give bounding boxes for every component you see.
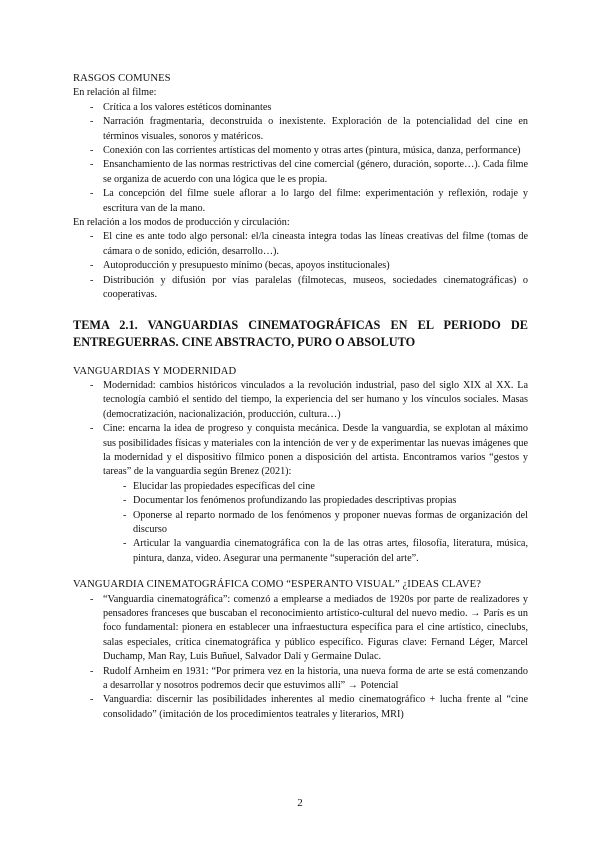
page-content xyxy=(73,72,528,722)
list-item xyxy=(73,422,528,566)
list-item: - Modernidad: cambios históricos vinculados a la revolución industrial, paso del siglo XIX al XX. La tecnología cambió el sentido del tiempo, la experiencia del ser humano y los vínculos sociales. Masas (democratización, nacionalización, producción, cultura…) xyxy=(73,379,528,422)
sublist-gestos-tareas xyxy=(103,480,528,566)
list-item: - Conexión con las corrientes artísticas del momento y otras artes (pintura, música, danza, performance) xyxy=(73,144,528,158)
list-modernidad xyxy=(73,379,528,566)
group-label-filme: En relación al filme: xyxy=(73,87,157,99)
list-item: - Distribución y difusión por vías paralelas (filmotecas, museos, sociedades cinematográficas) o cooperativas. xyxy=(73,274,528,303)
sublist-item: - Elucidar las propiedades específicas del cine xyxy=(103,480,528,494)
sublist-item: - Oponerse al reparto normado de los fenómenos y proponer nuevas formas de organización del discurso xyxy=(103,509,528,538)
list-item: - Rudolf Arnheim en 1931: “Por primera vez en la historia, una nueva forma de arte se está comenzando a desarrollar y nosotros podremos decir que estuvimos allí” → Potencial xyxy=(73,665,528,694)
list-item: - Narración fragmentaria, deconstruida o inexistente. Exploración de la potencialidad del cine en términos visuales, sonoros y matéricos. xyxy=(73,115,528,144)
list-ideas-clave xyxy=(73,593,528,723)
list-item: - El cine es ante todo algo personal: el/la cineasta integra todas las líneas creativas del filme (tomas de cámara o de sonido, edición, desarrollo…). xyxy=(73,230,528,259)
sublist-item: - Documentar los fenómenos profundizando las propiedades descriptivas propias xyxy=(103,494,528,508)
section-heading-esperanto-visual: VANGUARDIA CINEMATOGRÁFICA COMO “ESPERANTO VISUAL” ¿IDEAS CLAVE? xyxy=(73,579,481,591)
list-item: - La concepción del filme suele aflorar a lo largo del filme: experimentación y reflexión, rodaje y escritura van de la mano. xyxy=(73,187,528,216)
section-heading-rasgos-comunes: RASGOS COMUNES xyxy=(73,73,171,84)
list-item: - Crítica a los valores estéticos dominantes xyxy=(73,101,528,115)
list-item-text: Cine: encarna la idea de progreso y conquista mecánica. Desde la vanguardia, se explotan al máximo sus posibilidades físicas y materiales con la intención de ver y de experimentar las nuevas imágenes que la modernidad y el dispositivo fílmico ponen a disposición del artista. Encontramos varios “gestos y tareas” de la vanguardia según Brenez (2021): xyxy=(103,423,528,478)
list-item: - Vanguardia: discernir las posibilidades inherentes al medio cinematográfico + lucha frente al “cine consolidado” (imitación de los procedimientos teatrales y literarios, MRI) xyxy=(73,693,528,722)
section-heading-vanguardias-modernidad: VANGUARDIAS Y MODERNIDAD xyxy=(73,365,237,377)
sublist-item: - Articular la vanguardia cinematográfica con la de las otras artes, filosofía, literatura, música, pintura, danza, video. Asegurar una permanente “superación del arte”. xyxy=(103,537,528,566)
group-label-produccion: En relación a los modos de producción y circulación: xyxy=(73,217,290,229)
list-produccion xyxy=(73,230,528,302)
list-item: - “Vanguardia cinematográfica”: comenzó a emplearse a mediados de 1920s por parte de realizadores y pensadores franceses que buscaban el reconocimiento artístico-cultural del nuevo medio. → París es un foco fundamental: pionera en establecer una infraestuctura específica para el cine artístico, cineclubs, salas especiales, crítica cinematográfica y público específico. Figuras clave: Fernand Léger, Marcel Duchamp, Man Ray, Luis Buñuel, Salvador Dalí y Germaine Dulac. xyxy=(73,593,528,665)
list-item: - Autoproducción y presupuesto mínimo (becas, apoyos institucionales) xyxy=(73,259,528,273)
list-item: - Ensanchamiento de las normas restrictivas del cine comercial (género, duración, soporte…). Cada filme se organiza de acuerdo con una lógica que le es propia. xyxy=(73,158,528,187)
list-filme xyxy=(73,101,528,216)
tema-title: TEMA 2.1. VANGUARDIAS CINEMATOGRÁFICAS EN EL PERIODO DE ENTREGUERRAS. CINE ABSTRACTO, PURO O ABSOLUTO xyxy=(73,317,528,349)
page-number: 2 xyxy=(297,797,303,809)
